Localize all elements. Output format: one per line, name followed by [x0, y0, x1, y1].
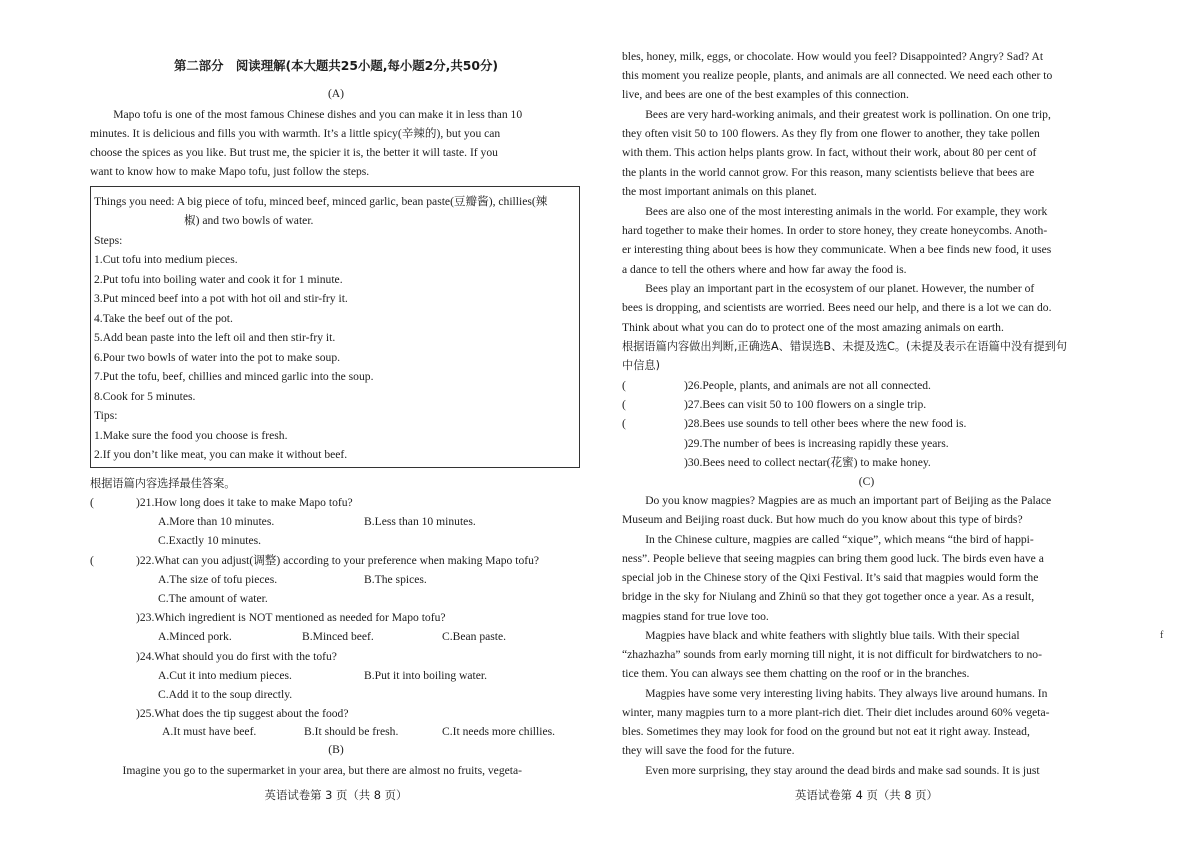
section-title: 第二部分 阅读理解(本大题共25小题,每小题2分,共50分): [173, 58, 499, 73]
margin-mark: f: [1160, 630, 1164, 641]
option-c: C.Bean paste.: [442, 630, 507, 643]
passage-b-label: (B): [328, 743, 344, 756]
question-24-options: [90, 685, 582, 704]
passage-c-line: Magpies have black and white feathers with slightly blue tails. With their special: [645, 629, 1020, 642]
option-a: A.It must have beef.: [162, 725, 257, 738]
option-c: C.It needs more chillies.: [442, 725, 556, 738]
tips-label: Tips:: [94, 409, 118, 422]
recipe-things-line: Things you need: A big piece of tofu, minced beef, minced garlic, bean paste(豆瓣酱), chillies(辣: [94, 195, 548, 208]
passage-c-line: magpies stand for true love too.: [622, 610, 769, 623]
passage-b-line: they often visit 50 to 100 flowers. As they fly from one flower to another, they take pollen: [622, 127, 1040, 140]
tf-instruction: 中信息): [622, 359, 660, 372]
option-c: C.Add it to the soup directly.: [158, 688, 293, 701]
tf-instruction: 根据语篇内容做出判断,正确选A、错误选B、未提及选C。(未提及表示在语篇中没有提到句: [622, 340, 1068, 353]
recipe-things-line: 椒) and two bowls of water.: [184, 214, 314, 227]
question-23-options: [90, 627, 582, 646]
option-b: B.The spices.: [364, 573, 427, 586]
passage-c-line: Even more surprising, they stay around the dead birds and make sad sounds. It is just: [645, 764, 1040, 777]
option-a: A.Cut it into medium pieces.: [158, 669, 292, 682]
option-a: A.More than 10 minutes.: [158, 515, 275, 528]
passage-c-line: winter, many magpies turn to a more plant-rich diet. Their diet includes around 60% vegeta-: [622, 706, 1050, 719]
passage-b-line: bles, honey, milk, eggs, or chocolate. How would you feel? Disappointed? Angry? Sad? At: [622, 50, 1044, 63]
passage-a-line: Mapo tofu is one of the most famous Chinese dishes and you can make it in less than 10: [113, 108, 523, 121]
answer-paren[interactable]: (: [622, 398, 626, 411]
passage-c-line: they will save the food for the future.: [622, 744, 795, 757]
question-29: )29.The number of bees is increasing rapidly these years.: [684, 437, 949, 450]
question-21-options: [90, 531, 582, 550]
question-26: ( )26.People, plants, and animals are not all connected.: [622, 376, 1111, 395]
question-21-options: [90, 512, 582, 531]
recipe-step: 3.Put minced beef into a pot with hot oil and stir-fry it.: [94, 292, 348, 305]
question-24-options: [90, 666, 582, 685]
option-b: B.It should be fresh.: [304, 725, 399, 738]
passage-b-line: with them. This action helps plants grow. In fact, without their work, about 80 per cent of: [622, 146, 1037, 159]
option-b: B.Put it into boiling water.: [364, 669, 488, 682]
recipe-tip: 2.If you don’t like meat, you can make it without beef.: [94, 448, 348, 461]
recipe-step: 6.Pour two bowls of water into the pot to make soup.: [94, 351, 341, 364]
passage-c-line: special job in the Chinese story of the Qixi Festival. It’s said that magpies would form the: [622, 571, 1039, 584]
steps-label: Steps:: [94, 234, 123, 247]
passage-c-line: tice them. You can always see them chatting on the roof or in the branches.: [622, 667, 970, 680]
passage-a-line: minutes. It is delicious and fills you with warmth. It’s a little spicy(辛辣的), but you can: [90, 127, 501, 140]
passage-c-line: “zhazhazha” sounds from early morning till night, it is not difficult for birdwatchers to no-: [622, 648, 1042, 661]
question-25-options: [90, 722, 582, 741]
passage-a-label: (A): [327, 87, 345, 100]
recipe-step: 5.Add bean paste into the left oil and then stir-fry it.: [94, 331, 336, 344]
passage-b-line: er interesting thing about bees is how they communicate. When a bee finds new food, it uses: [622, 243, 1052, 256]
passage-b-line: the most important animals on this planet.: [622, 185, 817, 198]
page-footer: 英语试卷第 3 页（共 8 页）: [264, 788, 408, 802]
instruction: 根据语篇内容选择最佳答案。: [90, 477, 236, 490]
option-b: B.Minced beef.: [302, 630, 374, 643]
recipe-step: 8.Cook for 5 minutes.: [94, 390, 196, 403]
answer-paren[interactable]: (: [622, 379, 626, 392]
passage-b-line: hard together to make their homes. In order to store honey, they create honeycombs. Anoth-: [622, 224, 1048, 237]
question-30: )30.Bees need to collect nectar(花蜜) to make honey.: [684, 456, 931, 469]
question-25: )25.What does the tip suggest about the food?: [136, 707, 349, 720]
recipe-step: 4.Take the beef out of the pot.: [94, 312, 233, 325]
question-24: )24.What should you do first with the tofu?: [136, 650, 337, 663]
passage-b-line: Bees play an important part in the ecosystem of our planet. However, the number of: [645, 282, 1035, 295]
recipe-tip: 1.Make sure the food you choose is fresh.: [94, 429, 288, 442]
passage-b-line: Think about what you can do to protect one of the most amazing animals on earth.: [622, 321, 1004, 334]
passage-b-line: the plants in the world cannot grow. For this reason, many scientists believe that bees are: [622, 166, 1035, 179]
recipe-step: 7.Put the tofu, beef, chillies and minced garlic into the soup.: [94, 370, 374, 383]
left-page: [90, 0, 582, 849]
page-footer: 英语试卷第 4 页（共 8 页）: [795, 788, 938, 802]
option-b: B.Less than 10 minutes.: [364, 515, 476, 528]
option-a: A.The size of tofu pieces.: [158, 573, 278, 586]
passage-a-line: want to know how to make Mapo tofu, just follow the steps.: [90, 165, 370, 178]
question-22-options: [90, 570, 582, 589]
recipe-step: 1.Cut tofu into medium pieces.: [94, 253, 238, 266]
right-page: [622, 0, 1111, 849]
passage-b-line: this moment you realize people, plants, and animals are all connected. We need each other to: [622, 69, 1053, 82]
passage-b-line: Imagine you go to the supermarket in your area, but there are almost no fruits, vegeta-: [122, 764, 522, 777]
passage-b-line: Bees are also one of the most interesting animals in the world. For example, they work: [645, 205, 1048, 218]
passage-c-line: Museum and Beijing roast duck. But how much do you know about this type of birds?: [622, 513, 1023, 526]
option-a: A.Minced pork.: [158, 630, 232, 643]
passage-c-line: bridge in the sky for Niulang and Zhinü so that they got together once a year. As a result,: [622, 590, 1035, 603]
passage-c-line: bles. Sometimes they may look for food on the ground but not eat it right away. Instead,: [622, 725, 1030, 738]
question-23: )23.Which ingredient is NOT mentioned as needed for Mapo tofu?: [136, 611, 446, 624]
passage-c-line: Do you know magpies? Magpies are as much an important part of Beijing as the Palace: [645, 494, 1052, 507]
passage-c-line: Magpies have some very interesting living habits. They always live around humans. In: [645, 687, 1048, 700]
question-22-options: [90, 589, 582, 608]
option-c: C.The amount of water.: [158, 592, 268, 605]
passage-b-line: bees is dropping, and scientists are worried. Bees need our help, and there is a lot we can do.: [622, 301, 1052, 314]
question-21: ( )21.How long does it take to make Mapo tofu?: [90, 493, 582, 512]
passage-b-line: a dance to tell the others where and how far away the food is.: [622, 263, 907, 276]
passage-c-line: ness”. People believe that seeing magpies can bring them good luck. The birds even have a: [622, 552, 1044, 565]
passage-a-line: choose the spices as you like. But trust me, the spicier it is, the better it will taste. If you: [90, 146, 498, 159]
answer-paren[interactable]: (: [90, 554, 94, 567]
option-c: C.Exactly 10 minutes.: [158, 534, 262, 547]
recipe-step: 2.Put tofu into boiling water and cook it for 1 minute.: [94, 273, 343, 286]
passage-c-label: (C): [858, 475, 875, 488]
passage-b-line: live, and bees are one of the best examples of this connection.: [622, 88, 909, 101]
question-27: ( )27.Bees can visit 50 to 100 flowers on a single trip.: [622, 395, 1111, 414]
answer-paren[interactable]: (: [622, 417, 626, 430]
passage-c-line: In the Chinese culture, magpies are called “xique”, which means “the bird of happi-: [645, 533, 1034, 546]
question-22: ( )22.What can you adjust(调整) according to your preference when making Mapo tofu?: [90, 551, 582, 570]
passage-b-line: Bees are very hard-working animals, and their greatest work is pollination. On one trip,: [645, 108, 1051, 121]
question-28: ( )28.Bees use sounds to tell other bees where the new food is.: [622, 414, 1111, 433]
answer-paren[interactable]: (: [90, 496, 94, 509]
